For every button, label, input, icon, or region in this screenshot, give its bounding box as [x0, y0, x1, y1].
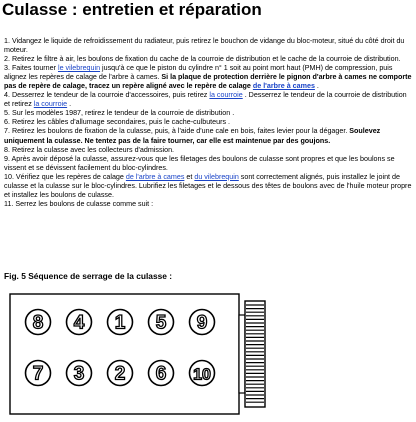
step-8: 8. Retirez la culasse avec les collecteurs d'admission. [4, 145, 175, 154]
link-vilebrequin[interactable]: le vilebrequin [57, 64, 101, 73]
step-4-text-b: . Desserrez le tendeur de la courroie de distribution et retirez [4, 91, 407, 109]
figure-caption: Fig. 5 Séquence de serrage de la culasse : [4, 271, 173, 281]
step-3-text-b: jusqu'à ce que le piston du cylindre n° 1 soit au point mort haut (PMH) de compression, puis alignez les repères de calage de l'arbre à cames. [4, 64, 393, 82]
bolt-number: 2 [114, 363, 126, 385]
bolt-10 [190, 361, 215, 386]
bolt-7 [26, 361, 51, 386]
bolt-number: 10 [193, 366, 211, 384]
step-2: 2. Retirez le filtre à air, les boulons de fixation du cache de la courroie de distribution et le cache de la courroie de distribution. [4, 55, 401, 64]
link-arbre-a-cames[interactable]: de l'arbre à cames [252, 82, 315, 91]
step-9: 9. Après avoir déposé la culasse, assurez-vous que les filetages des boulons de culasse sont propres et que les boulons se vissent et se dévissent facilement du bloc-cylindres. [4, 154, 395, 172]
bolt-9 [190, 310, 215, 335]
step-4-text-a: 4. Desserrez le tendeur de la courroie d'accessoires, puis retirez [4, 91, 210, 100]
link-courroie-distribution[interactable]: la courroie [33, 100, 68, 109]
step-1: 1. Vidangez le liquide de refroidissement du radiateur, puis retirez le bouchon de vidange du bloc-moteur, situé du côté droit du moteur. [4, 37, 405, 55]
step-3-end: . [314, 82, 319, 91]
bolt-number: 9 [196, 312, 208, 334]
bolt-4 [67, 310, 92, 335]
bolt-8 [26, 310, 51, 335]
step-11: 11. Serrez les boulons de culasse comme suit : [4, 199, 154, 208]
step-10-text-c: sont correctement alignés, puis installez le joint de culasse et la culasse sur le bloc-cylindres. Lubrifiez les filetages et le dessous des têtes de boulons avec de l'huile moteur propre et installez les boulons de culasse. [4, 172, 412, 199]
bolt-number: 6 [155, 363, 167, 385]
step-10-text-b: et [184, 172, 195, 181]
step-4-end: . [67, 100, 72, 109]
bolt-number: 1 [114, 312, 126, 334]
link-arbre-a-cames-2[interactable]: de l'arbre à cames [125, 172, 185, 181]
bolt-number: 5 [155, 312, 167, 334]
step-5: 5. Sur les modèles 1987, retirez le tendeur de la courroie de distribution . [4, 109, 235, 118]
camshaft-sprocket [239, 301, 265, 407]
step-10-text-a: 10. Vérifiez que les repères de calage [4, 172, 126, 181]
bolt-6 [149, 361, 174, 386]
bolt-2 [108, 361, 133, 386]
bolt-1 [108, 310, 133, 335]
bolt-number: 4 [73, 312, 85, 334]
link-vilebrequin-2[interactable]: du vilebrequin [194, 172, 239, 181]
bolt-3 [67, 361, 92, 386]
step-6: 6. Retirez les câbles d'allumage secondaires, puis le cache-culbuteurs . [4, 118, 231, 127]
bolt-number: 8 [32, 312, 44, 334]
page-title: Culasse : entretien et réparation [2, 0, 262, 19]
bolt-number: 7 [32, 363, 44, 385]
bolt-5 [149, 310, 174, 335]
step-3-warning-text: Si la plaque de protection derrière le pignon d'arbre à cames ne comporte pas de repère de calage, tracez un repère aligné avec le repère de calage [4, 73, 412, 91]
step-3-text-a: 3. Faites tourner [4, 64, 58, 73]
step-7-warning: Soulevez uniquement la culasse. Ne tentez pas de la faire tourner, car elle est maintenue par des goujons. [4, 127, 381, 145]
step-7-text: 7. Retirez les boulons de fixation de la culasse, puis, à l'aide d'une cale en bois, faites levier pour la dégager. [4, 127, 350, 136]
bolt-number: 3 [73, 363, 85, 385]
link-courroie-accessoires[interactable]: la courroie [209, 91, 243, 100]
